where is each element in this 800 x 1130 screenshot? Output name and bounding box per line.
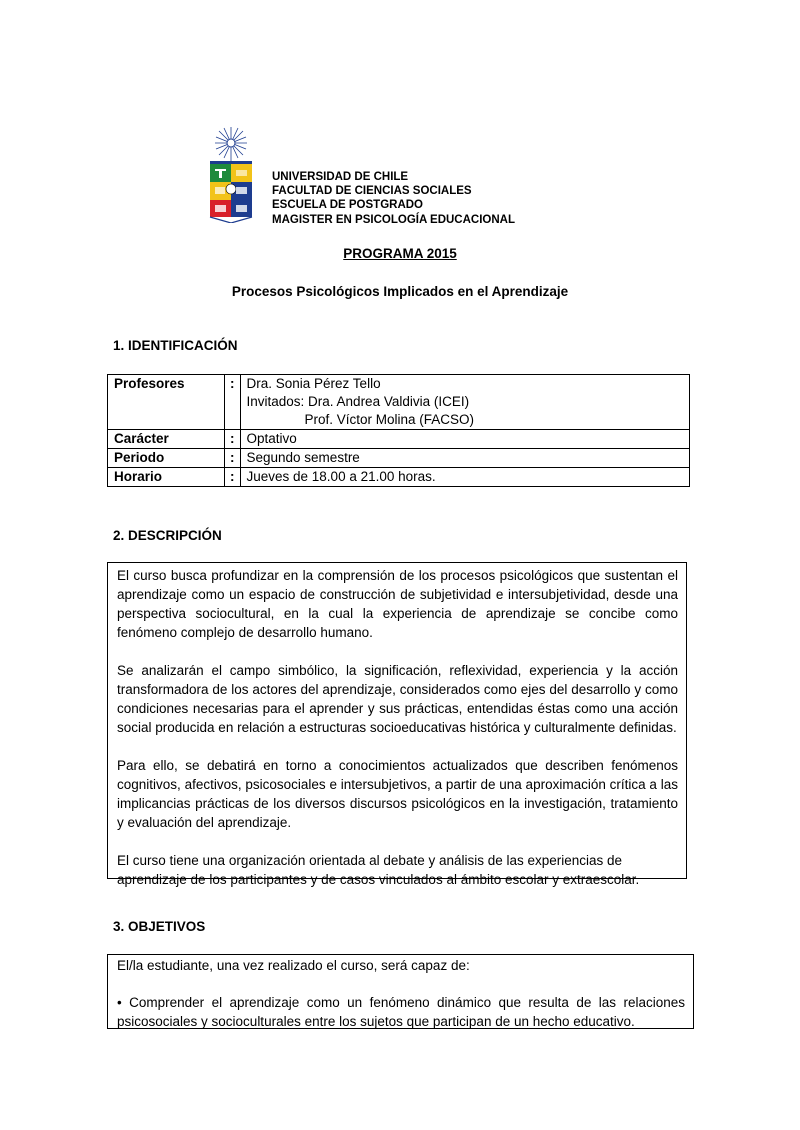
- description-box: [107, 562, 687, 887]
- program-title: PROGRAMA 2015: [343, 246, 457, 261]
- school-name: ESCUELA DE POSTGRADO: [272, 199, 424, 212]
- description-paragraph: El curso tiene una organización orientada al debate y análisis de las experiencias de aprendizaje de los participantes y de casos vinculados al ámbito escolar y extraescolar.: [117, 853, 640, 887]
- row-colon: :: [225, 468, 241, 487]
- objectives-heading: 3. OBJETIVOS: [113, 919, 206, 934]
- table-row: [108, 468, 690, 487]
- description-paragraph: El curso busca profundizar en la comprensión de los procesos psicológicos que sustentan el aprendizaje como un espacio de construcción de subjetividad e intersubjetividad, desde una perspectiva sociocultural, en la cual la experiencia de aprendizaje se concibe como fenómeno complejo de desarrollo humano.: [117, 568, 678, 640]
- row-colon: :: [225, 449, 241, 468]
- table-row: [108, 449, 690, 468]
- identification-table: [107, 374, 690, 487]
- row-label: Profesores: [108, 375, 225, 430]
- course-title: Procesos Psicológicos Implicados en el Aprendizaje: [231, 284, 569, 299]
- professor-name: Dra. Sonia Pérez Tello: [246, 376, 381, 391]
- row-value: Segundo semestre: [240, 449, 690, 468]
- institution-header: [272, 170, 515, 227]
- guest-professor: Invitados: Dra. Andrea Valdivia (ICEI): [246, 394, 470, 409]
- description-paragraph: Para ello, se debatirá en torno a conocimientos actualizados que describen fenómenos cognitivos, afectivos, psicosociales e intersubjetivos, a partir de una aproximación crítica a las implicancias prácticas de los diversos discursos psicológicos en la investigación, tratamiento y evaluación del aprendizaje.: [117, 758, 678, 830]
- guest-professor-2: Prof. Víctor Molina (FACSO): [304, 412, 475, 427]
- description-heading: 2. DESCRIPCIÓN: [113, 528, 222, 543]
- table-row: [108, 375, 690, 430]
- table-row: [108, 430, 690, 449]
- objectives-intro: El/la estudiante, una vez realizado el curso, será capaz de:: [117, 958, 470, 973]
- university-logo: [207, 125, 255, 223]
- objectives-box: [107, 954, 694, 1029]
- description-paragraph: Se analizarán el campo simbólico, la significación, reflexividad, experiencia y la acción transformadora de los actores del aprendizaje, considerados como ejes del desarrollo y como condiciones necesarias para el aprender y sus prácticas, entendidas éstas como una acción social producida en relación a estructuras socioeducativas histórica y culturalmente definidas.: [117, 663, 678, 735]
- faculty-name: FACULTAD DE CIENCIAS SOCIALES: [272, 185, 472, 198]
- row-label: Carácter: [108, 430, 225, 449]
- row-value: Optativo: [240, 430, 690, 449]
- row-value: [240, 375, 690, 430]
- row-colon: :: [225, 375, 241, 430]
- identification-heading: 1. IDENTIFICACIÓN: [113, 338, 238, 353]
- row-colon: :: [225, 430, 241, 449]
- row-value: Jueves de 18.00 a 21.00 horas.: [240, 468, 690, 487]
- program-name: MAGISTER EN PSICOLOGÍA EDUCACIONAL: [272, 213, 515, 226]
- row-label: Periodo: [108, 449, 225, 468]
- row-label: Horario: [108, 468, 225, 487]
- objective-item: • Comprender el aprendizaje como un fenómeno dinámico que resulta de las relaciones psicosociales y socioculturales entre los sujetos que participan de un hecho educativo.: [117, 995, 685, 1029]
- university-name: UNIVERSIDAD DE CHILE: [272, 171, 409, 183]
